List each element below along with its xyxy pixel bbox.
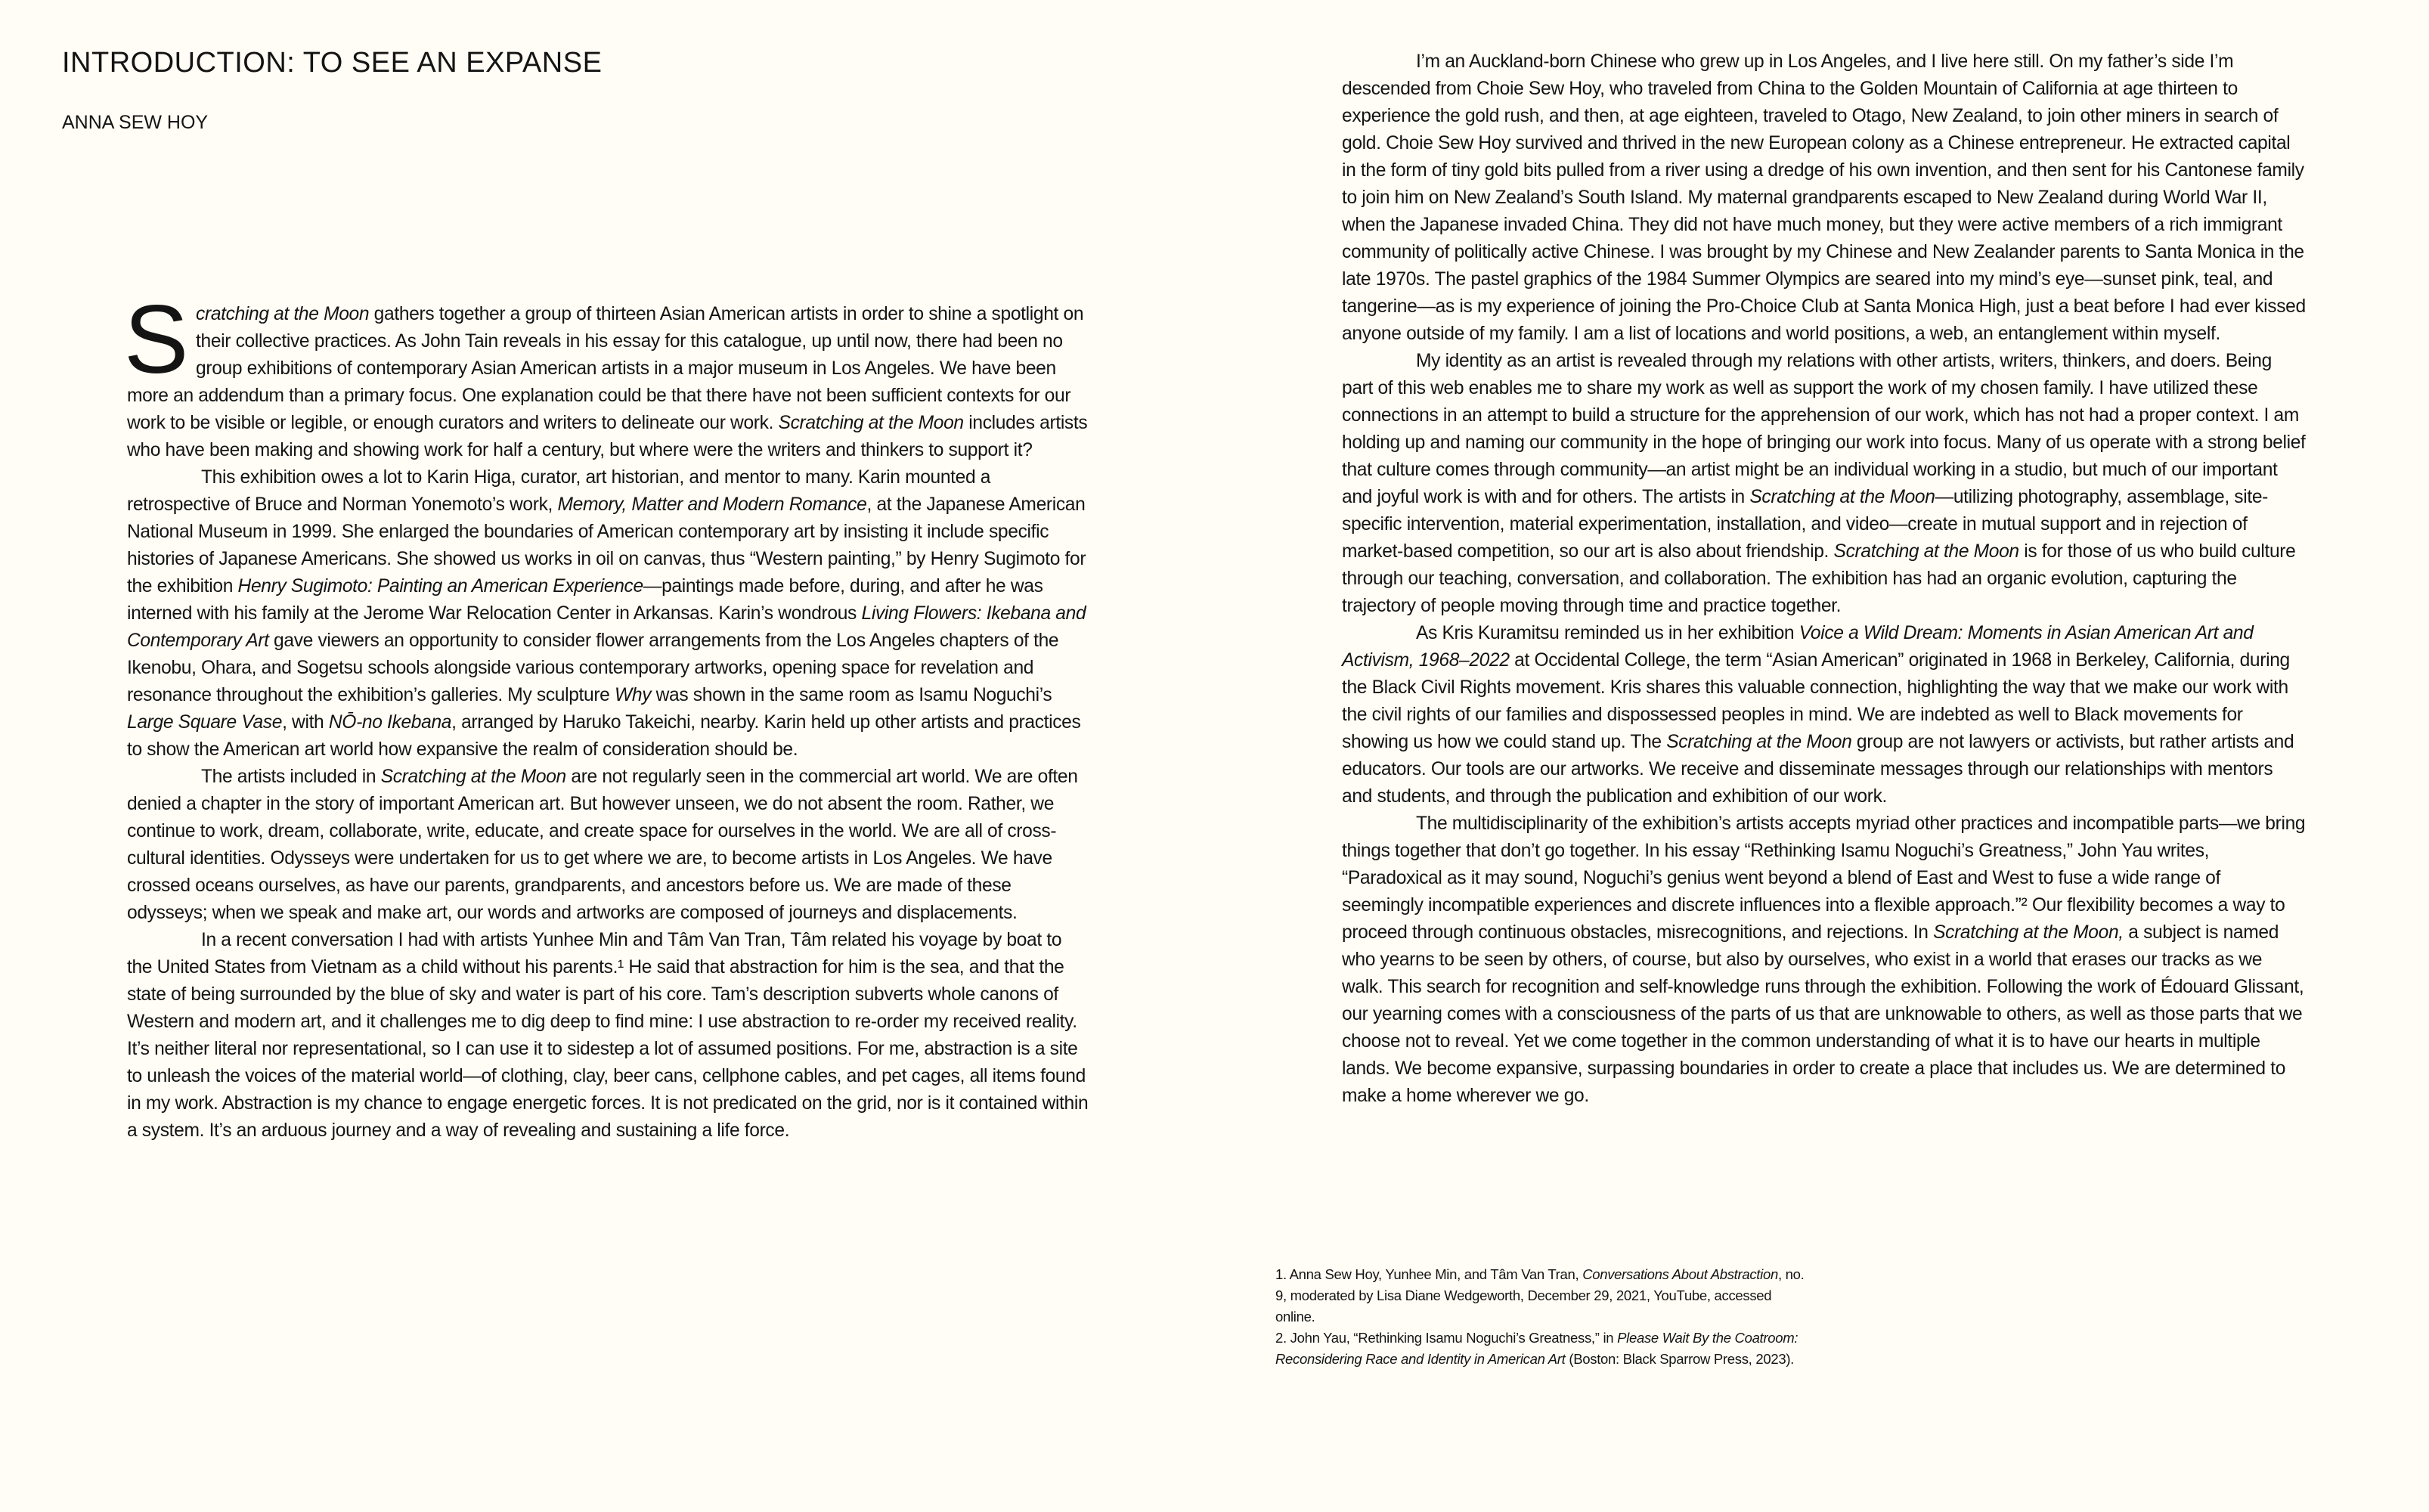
body-paragraph [127, 301, 1089, 464]
left-paragraphs [127, 301, 1089, 1145]
body-paragraph [1342, 620, 2307, 810]
body-paragraph [127, 764, 1089, 927]
italic-title-text: NŌ-no Ikebana [328, 712, 452, 733]
body-paragraph [127, 464, 1089, 764]
right-column [1342, 48, 2307, 1110]
body-paragraph [1342, 48, 2307, 348]
right-paragraphs [1342, 48, 2307, 1110]
text-segment: My identity as an artist is revealed through my relations with other artists, writers, thinkers, and doers. Being part of this web enables me to share my work as well as support the work of my chosen family. I have utilized these connections in an attempt to build a structure for the apprehension of our work, which has not had a proper context. I am holding up and naming our community in the hope of bringing our work into focus. Many of us operate with a strong belief that culture comes through community—an artist might be an individual working in a studio, but much of our important and joyful work is with and for others. The artists in [1342, 351, 2306, 507]
left-column [124, 286, 1089, 1145]
text-segment: (Boston: Black Sparrow Press, 2023). [1565, 1351, 1795, 1367]
body-paragraph [127, 927, 1089, 1145]
italic-title-text: Scratching at the Moon [778, 413, 964, 433]
italic-title-text: cratching at the Moon [196, 304, 370, 324]
footnote [1275, 1328, 1805, 1370]
italic-title-text: Large Square Vase [127, 712, 283, 733]
text-segment: includes artists who have been making and showing work for half a century, but where were the writers and thinkers to support it? [127, 413, 1088, 460]
text-segment: This exhibition owes a lot to Karin Higa, curator, art historian, and mentor to many. Karin mounted a retrospective of Bruce and Norman Yonemoto’s work, [127, 467, 991, 515]
body-paragraph [1342, 348, 2307, 620]
footnote [1275, 1264, 1805, 1328]
text-segment: —paintings made before, during, and after he was interned with his family at the Jerome War Relocation Center in Arkansas. Karin’s wondrous [127, 576, 1043, 624]
italic-title-text: Conversations About Abstraction [1582, 1266, 1778, 1282]
text-segment: is for those of us who build culture through our teaching, conversation, and collaboration. The exhibition has had an organic evolution, capturing the trajectory of people moving through time and practice together. [1342, 541, 2296, 616]
italic-title-text: Scratching at the Moon [1833, 541, 2019, 562]
text-segment: gathers together a group of thirteen Asian American artists in order to shine a spotlight on their collective practices. As John Tain reveals in his essay for this catalogue, up until now, there had been no group exhibitions of contemporary Asian American artists in a major museum in Los Angeles. We have been more an addendum than a primary focus. One explanation could be that there have not been sufficient contexts for our work to be visible or legible, or enough curators and writers to delineate our work. [127, 304, 1084, 433]
text-segment: The multidisciplinarity of the exhibition’s artists accepts myriad other practices and incompatible parts—we bring things together that don’t go together. In his essay “Rethinking Isamu Noguchi’s Greatness,” John Yau writes, “Paradoxical as it may sound, Noguchi’s genius went beyond a blend of East and West to fuse a wide range of seemingly incompatible experiences and discrete influences into a flexible approach.”² Our flexibility becomes a way to proceed through continuous obstacles, misrecognitions, and rejections. In [1342, 813, 2306, 943]
text-segment: , with [282, 712, 329, 733]
text-segment: a subject is named who yearns to be seen by others, of course, but also by ourselves, who exist in a world that erases our tracks as we walk. This search for recognition and self-knowledge runs through the exhibition. Following the work of Édouard Glissant, our yearning comes with a consciousness of the parts of us that are unknowable to others, as well as those parts that we choose not to reveal. Yet we come together in the common understanding of what it is to have our hearts in multiple lands. We become expansive, surpassing boundaries in order to create a place that includes us. We are determined to make a home wherever we go. [1342, 922, 2304, 1106]
body-paragraph [1342, 810, 2307, 1110]
italic-title-text: Voice a Wild Dream: Moments in Asian American Art and Activism, 1968–2022 [1342, 623, 2254, 671]
text-segment: , at the Japanese American National Museum in 1999. She enlarged the boundaries of American contemporary art by insisting it include specific histories of Japanese Americans. She showed us works in oil on canvas, thus “Western painting,” by Henry Sugimoto for the exhibition [127, 494, 1086, 596]
author-name: ANNA SEW HOY [62, 112, 209, 133]
text-segment: at Occidental College, the term “Asian American” originated in 1968 in Berkeley, California, during the Black Civil Rights movement. Kris shares this valuable connection, highlighting the way that we make our work with the civil rights of our families and dispossessed peoples in mind. We are indebted as well to Black movements for showing us how we could stand up. The [1342, 650, 2290, 752]
italic-title-text: Why [615, 685, 652, 705]
text-segment: are not regularly seen in the commercial art world. We are often denied a chapter in the story of important American art. But however unseen, we do not absent the room. Rather, we continue to work, dream, collaborate, write, educate, and create space for ourselves in the world. We are all of cross-cultural identities. Odysseys were undertaken for us to get where we are, to become artists in Los Angeles. We have crossed oceans ourselves, as have our parents, grandparents, and ancestors before us. We are made of these odysseys; when we speak and make art, our words and artworks are composed of journeys and displacements. [127, 767, 1078, 923]
text-segment: , no. 9, moderated by Lisa Diane Wedgeworth, December 29, 2021, YouTube, accessed online. [1275, 1266, 1805, 1325]
drop-cap: S [124, 286, 189, 394]
footnotes [1275, 1264, 1805, 1370]
text-segment: 1. Anna Sew Hoy, Yunhee Min, and Tâm Van Tran, [1275, 1266, 1583, 1282]
italic-title-text: Henry Sugimoto: Painting an American Experience [237, 576, 643, 596]
text-segment: was shown in the same room as Isamu Noguchi’s [651, 685, 1052, 705]
italic-title-text: Please Wait By the Coatroom: Reconsidering Race and Identity in American Art [1275, 1330, 1799, 1367]
text-segment: In a recent conversation I had with artists Yunhee Min and Tâm Van Tran, Tâm related his voyage by boat to the United States from Vietnam as a child without his parents.¹ He said that abstraction for him is the sea, and that the state of being surrounded by the blue of sky and water is part of his core. Tam’s description subverts whole canons of Western and modern art, and it challenges me to dig deep to find mine: I use abstraction to re-order my received reality. It’s neither literal nor representational, so I can use it to sidestep a lot of assumed positions. For me, abstraction is a site to unleash the voices of the material world—of clothing, clay, beer cans, cellphone cables, and pet cages, all items found in my work. Abstraction is my chance to engage energetic forces. It is not predicated on the grid, nor is it contained within a system. It’s an arduous journey and a way of revealing and sustaining a life force. [127, 930, 1089, 1141]
italic-title-text: Scratching at the Moon [380, 767, 566, 787]
text-segment: —utilizing photography, assemblage, site-specific intervention, material experimentation, installation, and video—create in mutual support and in rejection of market-based competition, so our art is also about friendship. [1342, 487, 2269, 562]
italic-title-text: Memory, Matter and Modern Romance [557, 494, 867, 515]
italic-title-text: Scratching at the Moon [1749, 487, 1935, 507]
italic-title-text: Scratching at the Moon, [1933, 922, 2124, 943]
text-segment: gave viewers an opportunity to consider flower arrangements from the Los Angeles chapters of the Ikenobu, Ohara, and Sogetsu schools alongside various contemporary artworks, opening space for revelation and resonance throughout the exhibition’s galleries. My sculpture [127, 631, 1059, 705]
text-segment: As Kris Kuramitsu reminded us in her exhibition [1416, 623, 1799, 643]
page-title: INTRODUCTION: TO SEE AN EXPANSE [62, 47, 603, 79]
text-segment: group are not lawyers or activists, but rather artists and educators. Our tools are our artworks. We receive and disseminate messages through our relationships with mentors and students, and through the publication and exhibition of our work. [1342, 732, 2294, 807]
text-segment: The artists included in [201, 767, 381, 787]
italic-title-text: Scratching at the Moon [1666, 732, 1852, 752]
italic-title-text: Living Flowers: Ikebana and Contemporary Art [127, 603, 1086, 651]
text-segment: I’m an Auckland-born Chinese who grew up in Los Angeles, and I live here still. On my father’s side I’m descended from Choie Sew Hoy, who traveled from China to the Golden Mountain of California at age thirteen to experience the gold rush, and then, at age eighteen, traveled to Otago, New Zealand, to join other miners in search of gold. Choie Sew Hoy survived and thrived in the new European colony as a Chinese entrepreneur. He extracted capital in the form of tiny gold bits pulled from a river using a dredge of his own invention, and then sent for his Cantonese family to join him on New Zealand’s South Island. My maternal grandparents escaped to New Zealand during World War II, when the Japanese invaded China. They did not have much money, but they were active members of a rich immigrant community of politically active Chinese. I was brought by my Chinese and New Zealander parents to Santa Monica in the late 1970s. The pastel graphics of the 1984 Summer Olympics are seared into my mind’s eye—sunset pink, teal, and tangerine—as is my experience of joining the Pro-Choice Club at Santa Monica High, just a beat before I had ever kissed anyone outside of my family. I am a list of locations and world positions, a web, an entanglement within myself. [1342, 51, 2306, 344]
text-segment: 2. John Yau, “Rethinking Isamu Noguchi’s Greatness,” in [1275, 1330, 1618, 1346]
text-segment: , arranged by Haruko Takeichi, nearby. Karin held up other artists and practices to show the American art world how expansive the realm of consideration should be. [127, 712, 1081, 760]
